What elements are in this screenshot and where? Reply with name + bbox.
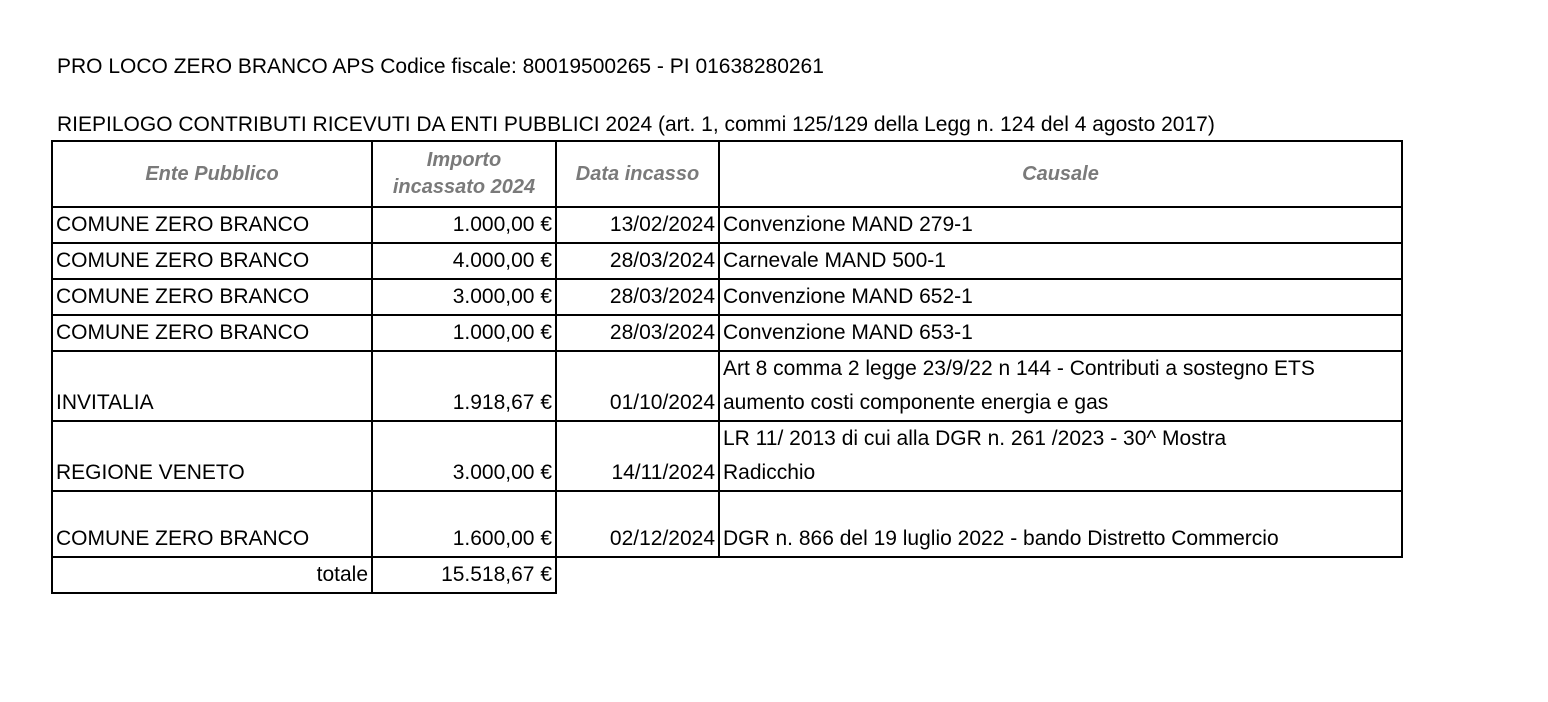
cell-ente: REGIONE VENETO xyxy=(52,421,372,491)
cell-ente: INVITALIA xyxy=(52,351,372,421)
causale-line: Radicchio xyxy=(723,461,816,484)
column-header-causale: Causale xyxy=(719,141,1402,207)
cell-importo: 1.918,67 € xyxy=(372,351,556,421)
total-value: 15.518,67 € xyxy=(372,557,556,593)
cell-causale xyxy=(719,315,1402,351)
column-header-ente: Ente Pubblico xyxy=(52,141,372,207)
causale-line: aumento costi componente energia e gas xyxy=(723,391,1109,414)
table-row xyxy=(52,351,1402,421)
cell-causale xyxy=(719,207,1402,243)
header-line: PRO LOCO ZERO BRANCO APS Codice fiscale: 80019500265 - PI 01638280261 xyxy=(57,55,824,78)
column-header-importo-line2: incassato 2024 xyxy=(392,176,536,198)
cell-causale xyxy=(719,491,1402,557)
column-header-importo-line1: Importo xyxy=(426,149,502,171)
cell-ente: COMUNE ZERO BRANCO xyxy=(52,315,372,351)
document-title: RIEPILOGO CONTRIBUTI RICEVUTI DA ENTI PUBBLICI 2024 (art. 1, commi 125/129 della Legg n. 124 del 4 agosto 2017) xyxy=(57,113,1215,136)
cell-causale xyxy=(719,421,1402,491)
table-row xyxy=(52,243,1402,279)
total-label: totale xyxy=(52,557,372,593)
cell-data: 28/03/2024 xyxy=(556,279,719,315)
table-row xyxy=(52,421,1402,491)
cell-importo: 1.000,00 € xyxy=(372,315,556,351)
cell-data: 28/03/2024 xyxy=(556,315,719,351)
cell-data: 02/12/2024 xyxy=(556,491,719,557)
cell-data: 13/02/2024 xyxy=(556,207,719,243)
causale-line: LR 11/ 2013 di cui alla DGR n. 261 /2023 - 30^ Mostra xyxy=(723,427,1227,450)
causale-line: Convenzione MAND 279-1 xyxy=(723,213,973,236)
cell-importo: 4.000,00 € xyxy=(372,243,556,279)
column-header-importo xyxy=(372,141,556,207)
cell-causale xyxy=(719,279,1402,315)
table-header-row xyxy=(52,141,1402,207)
cell-importo: 3.000,00 € xyxy=(372,279,556,315)
cell-causale xyxy=(719,243,1402,279)
table-row xyxy=(52,279,1402,315)
causale-line: Carnevale MAND 500-1 xyxy=(723,249,946,272)
causale-line: DGR n. 866 del 19 luglio 2022 - bando Distretto Commercio xyxy=(723,527,1279,550)
total-row xyxy=(52,557,1402,593)
table-row xyxy=(52,491,1402,557)
cell-ente: COMUNE ZERO BRANCO xyxy=(52,243,372,279)
cell-importo: 1.600,00 € xyxy=(372,491,556,557)
cell-importo: 1.000,00 € xyxy=(372,207,556,243)
cell-data: 01/10/2024 xyxy=(556,351,719,421)
cell-ente: COMUNE ZERO BRANCO xyxy=(52,207,372,243)
causale-line: Art 8 comma 2 legge 23/9/22 n 144 - Contributi a sostegno ETS xyxy=(723,357,1315,380)
table-row xyxy=(52,207,1402,243)
causale-line: Convenzione MAND 653-1 xyxy=(723,321,973,344)
empty-cell xyxy=(719,557,1402,593)
causale-line: Convenzione MAND 652-1 xyxy=(723,285,973,308)
cell-ente: COMUNE ZERO BRANCO xyxy=(52,279,372,315)
table-row xyxy=(52,315,1402,351)
empty-cell xyxy=(556,557,719,593)
cell-data: 28/03/2024 xyxy=(556,243,719,279)
cell-importo: 3.000,00 € xyxy=(372,421,556,491)
cell-data: 14/11/2024 xyxy=(556,421,719,491)
column-header-data: Data incasso xyxy=(556,141,719,207)
cell-causale xyxy=(719,351,1402,421)
cell-ente: COMUNE ZERO BRANCO xyxy=(52,491,372,557)
contributions-table xyxy=(51,140,1403,594)
